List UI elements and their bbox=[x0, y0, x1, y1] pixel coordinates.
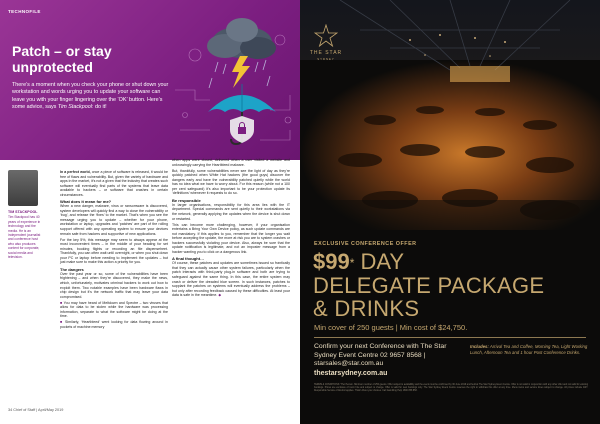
brand-location: SYDNEY bbox=[317, 57, 335, 61]
the-star-logo-icon bbox=[314, 24, 338, 48]
offer-minimum: Min cover of 250 guests | Min cost of $24,750. bbox=[314, 323, 468, 332]
divider bbox=[314, 337, 586, 338]
article-column-1: In a perfect world, once a piece of software is released, it would be free of flaws and vulnerability. But, given the variety of hardware and apps in the market, it’s not a given that the industry that creates such software will eventually find parts of the systems that leave data available to hackers – or software that crashes in certain circumstances. What does it mean for me? When a new danger, malware, virus or ransomware is discovered, system developers will quickly find a way to close the vulnerability or ‘bug’, and release the ‘fixes’ to the market. That’s when you see the message urging you to update – whether for your phone, workstation or laptop, upgrades and ‘patches’ are part of the rolling support offered with any operating system to ensure your devices remain safe from hackers and supportive of new applications. For the key 5%, this message may seem to always appear at the most inconvenient times – in the middle of your heading for set minutes, booking flights or recording an file dispenseheet. Thankfully, you can often wait until overnight, or when you shut down your PC or laptop before needing to implement the updates – but just make sure to make this action a priority for you. The dangers Over the past year or so, some of the vulnerabilities have been frightening – and when they’re discovered, they make the news, which, unfortunately, motivates criminal hackers to work out how to exploit them. Two notable examples have been hardware flaws in chip design but it’s the network traffic that may leave your data compromised. ■ You may have heard of Meltdown and Spectre – two viruses that allow for data to be stolen while the hardware was processing information, separate to what the software might be doing at the time. ■ Similarly, ‘Heartbleed’ went looking for data flowing around in pockets of machine memory bbox=[60, 170, 169, 329]
subheading: A final thought… bbox=[172, 256, 205, 262]
brand-name: THE STAR bbox=[309, 50, 343, 56]
article-title: Patch – or stay unprotected bbox=[12, 43, 112, 75]
storm-cloud-icon bbox=[207, 18, 276, 59]
offer-cta[interactable]: Confirm your next Conference with The Star Sydney Event Centre 02 9657 8568 | starsales@star.com.au bbox=[314, 343, 447, 368]
subheading: What does it mean for me? bbox=[60, 199, 112, 205]
offer-includes: Includes: Arrival Tea and Coffee, Morning Tea, Light Working Lunch, Afternoon Tea and 1 hour Post Conference Drinks. bbox=[470, 344, 588, 355]
author-bio bbox=[8, 210, 44, 259]
page-footer: 34 Chief of Staff | April/May 2019 bbox=[8, 408, 64, 412]
lightning-icon bbox=[232, 56, 250, 88]
venue-photo bbox=[300, 0, 600, 230]
offer-price: $99* DAY bbox=[313, 249, 405, 274]
author-bio-name: TIM STACKPOOL bbox=[8, 210, 38, 214]
article-hero bbox=[0, 0, 300, 160]
subheading: Be responsible bbox=[172, 197, 201, 203]
storm-cloud-umbrella-illustration bbox=[170, 0, 300, 160]
article-intro: There’s a moment when you check your phone or shut down your workstation and words urging you to update your software can leave you with your finger lingering over the ‘OK’ button. Here’s some advice, says Tim Stackpool: do it! bbox=[12, 82, 169, 111]
author-bio-text: Tim Stackpool has 40 years of experience in technology and the media. He is an independent journalist and conference host who also produces content for corporate, social media and television. bbox=[8, 215, 41, 260]
author-name: Tim Stackpool bbox=[57, 104, 92, 111]
offer-headline: DELEGATE PACKAGE & DRINKS bbox=[313, 273, 545, 321]
offer-website-link[interactable]: thestarsydney.com.au bbox=[314, 370, 388, 377]
article-column-2: when apps were closed, delivered when a user visited a website and unknowingly carrying the Heartbleed malware. But, thankfully, some vulnerabilities never see the light of day as they’re quickly patched when White Hat hackers (the good guys) discover the dangers early and have the vulnerability patched quietly while the world has no idea what we have to worry about. For this reason (while not a 100 per cent safeguard) it’s also important to be your protection update its ‘definitions’ whenever it requests to do so. Be responsible In larger organisations, responsibility for this area lies with the IT department. Special commands are sent quietly to their workstations via the network, generally applying the updates when the device is shut down or restarted. This can become more challenging, however, if your organisation entertains a Bring Your Own Device policy, as such update commands are not mandatory. If this applies to you, remember that the longer you wait before accepting the update, the more at risk you are to system crashes or hackers successfully violating your device. Also, always be sure that the update notification is legitimate, and not an imposter message from a hacker wanting you to click on a dangerous link. A final thought… Of course, these patches and updates are sometimes issued so frantically that they can actually cause other system failures, particularly when the patch interacts with third-party plug-in software and both are trying to safeguard against the same thing. In this case, the entire system may crash or deliver the dreaded blue screen. In such instances, patches to supplant the patches on systems will eventually address the problems – but only after recording feedback caused by these difficulties. At least your data is safe in the meantime. ◆ bbox=[172, 158, 290, 298]
section-tag: TECHNOFILE bbox=[8, 9, 41, 14]
subheading: The dangers bbox=[60, 266, 84, 272]
terms-and-conditions: TERMS & CONDITIONS: *Per Person. Minimum number of 250 guests. Offer subject to availability and the event must be confirmed by 30 June 2019 and held at The Star Sydney Event Centre. Offer is not valid in conjunction with any other offer and not valid for existing bookings. Prices are exclusive of room hire and subject to change. Offer is valid for new bookings only. The Star Sydney Event Centre reserves the right to withdraw this offer at any time. Menu items and service times subject to change. All prices include GST. Responsible Service of Alcohol applies. Think! About your choices. Call Gambling Help 1800 858 858. bbox=[314, 384, 588, 392]
offer-label: EXCLUSIVE CONFERENCE OFFER bbox=[314, 241, 417, 247]
advertisement-page bbox=[300, 0, 600, 424]
author-photo bbox=[8, 170, 38, 206]
shield-lock-icon bbox=[230, 116, 254, 143]
